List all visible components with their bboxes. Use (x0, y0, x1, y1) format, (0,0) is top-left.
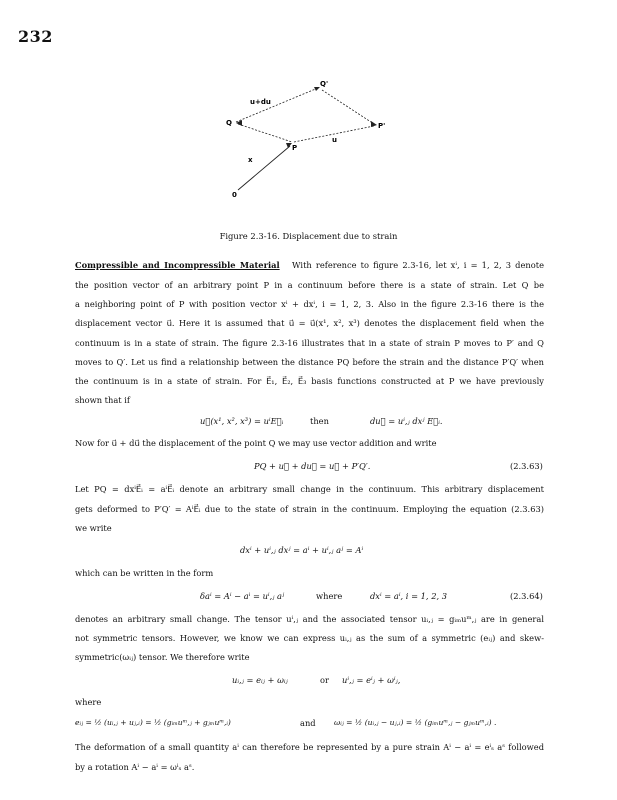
equation-6-rotation: ωᵢⱼ = ½ (uᵢ,ⱼ − uⱼ,ᵢ) = ½ (gᵢₘuᵐ,ⱼ − gⱼₘuᵐ,ᵢ) . (334, 718, 497, 727)
paragraph-1-text: With reference to figure 2.3-16, let xⁱ, i = 1, 2, 3 denote (292, 260, 544, 270)
paragraph-1-line-8: shown that if (75, 395, 130, 405)
equation-2-number: (2.3.63) (510, 461, 543, 471)
equation-6-strain: eᵢⱼ = ½ (uᵢ,ⱼ + uⱼ,ᵢ) = ½ (gᵢₘuᵐ,ⱼ + gⱼₘuᵐ,ᵢ) (75, 718, 231, 727)
label-p: P (292, 144, 298, 152)
equation-5-left: uᵢ,ⱼ = eᵢⱼ + ωᵢⱼ (232, 675, 288, 685)
where-label: where (75, 697, 102, 707)
paragraph-1-line-3: a neighboring point of P with position vector xⁱ + dxⁱ, i = 1, 2, 3. Also in the figure 2.3-16 there is the (75, 299, 544, 309)
label-origin: 0 (232, 191, 237, 199)
equation-5-right: uⁱ,ⱼ = eⁱⱼ + ωⁱⱼ, (342, 675, 401, 685)
equation-4-condition: dxⁱ = aⁱ, i = 1, 2, 3 (370, 591, 448, 601)
paragraph-3-line-3: we write (75, 523, 112, 533)
equation-5-or: or (320, 675, 329, 685)
paragraph-3-line-2: gets deformed to P′Q′ = AⁱE⃗ᵢ due to the state of strain in the continuum. Employing the equation (2.3.63) (75, 504, 544, 514)
paragraph-1-line-2: the position vector of an arbitrary point P in a continuum before there is a state of strain. Let Q be (75, 280, 544, 290)
equation-1-left: u⃗(x¹, x², x³) = uⁱE⃗ᵢ (200, 416, 284, 426)
paragraph-1-line-4: displacement vector u⃗. Here it is assumed that u⃗ = u⃗(x¹, x², x³) denotes the displacement field when the (75, 318, 544, 328)
paragraph-6-line-2: by a rotation Aⁱ − aⁱ = ωⁱₛ aˢ. (75, 762, 195, 772)
paragraph-5-line-3: symmetric(ωᵢⱼ) tensor. We therefore write (75, 652, 250, 662)
displacement-diagram (222, 76, 402, 206)
page-number: 232 (18, 27, 53, 46)
section-heading: Compressible and Incompressible Material (75, 260, 280, 270)
label-p-prime: P' (378, 122, 386, 130)
paragraph-5-line-1: denotes an arbitrary small change. The tensor uⁱ,ⱼ and the associated tensor uᵢ,ⱼ = gᵢₘuᵐ,ⱼ are in general (75, 614, 544, 624)
paragraph-4: which can be written in the form (75, 568, 214, 578)
label-u-plus-du: u+du (250, 98, 271, 106)
label-q-prime: Q' (320, 80, 329, 88)
equation-1-right: du⃗ = uⁱ,ⱼ dxʲ E⃗ᵢ. (370, 416, 443, 426)
equation-1-then: then (310, 416, 329, 426)
equation-4-where: where (316, 591, 343, 601)
paragraph-2: Now for u⃗ + du⃗ the displacement of the point Q we may use vector addition and write (75, 438, 437, 448)
paragraph-1-line-1 (75, 260, 544, 270)
figure-caption: Figure 2.3-16. Displacement due to strain (219, 231, 398, 241)
paragraph-1-line-6: moves to Q′. Let us find a relationship between the distance PQ before the strain and the distance P′Q′ when (75, 357, 544, 367)
label-u: u (332, 136, 337, 144)
equation-3: dxⁱ + uⁱ,ⱼ dxʲ = aⁱ + uⁱ,ⱼ aʲ = Aⁱ (240, 545, 364, 555)
paragraph-6-line-1: The deformation of a small quantity aⁱ can therefore be represented by a pure strain Aⁱ − aⁱ = eⁱₛ aˢ followed (75, 742, 544, 752)
paragraph-1-line-7: the continuum is in a state of strain. For E⃗₁, E⃗₂, E⃗₃ basis functions constructed at P we have previously (75, 376, 544, 386)
paragraph-3-line-1: Let PQ = dxⁱE⃗ᵢ = aⁱE⃗ᵢ denote an arbitrary small change in the continuum. This arbitrary displacement (75, 484, 544, 494)
paragraph-1-line-5: continuum is in a state of strain. The figure 2.3-16 illustrates that in a state of strain P moves to P′ and Q (75, 338, 544, 348)
paragraph-5-line-2: not symmetric tensors. However, we know we can express uᵢ,ⱼ as the sum of a symmetric (eᵢⱼ) and skew- (75, 633, 544, 643)
label-q: Q (226, 119, 232, 127)
equation-2: PQ + u⃗ + du⃗ = u⃗ + P′Q′. (254, 461, 371, 471)
equation-4-number: (2.3.64) (510, 591, 543, 601)
label-x: x (248, 156, 253, 164)
equation-4: δaⁱ = Aⁱ − aⁱ = uⁱ,ⱼ aʲ (200, 591, 285, 601)
equation-6-and: and (300, 718, 316, 728)
